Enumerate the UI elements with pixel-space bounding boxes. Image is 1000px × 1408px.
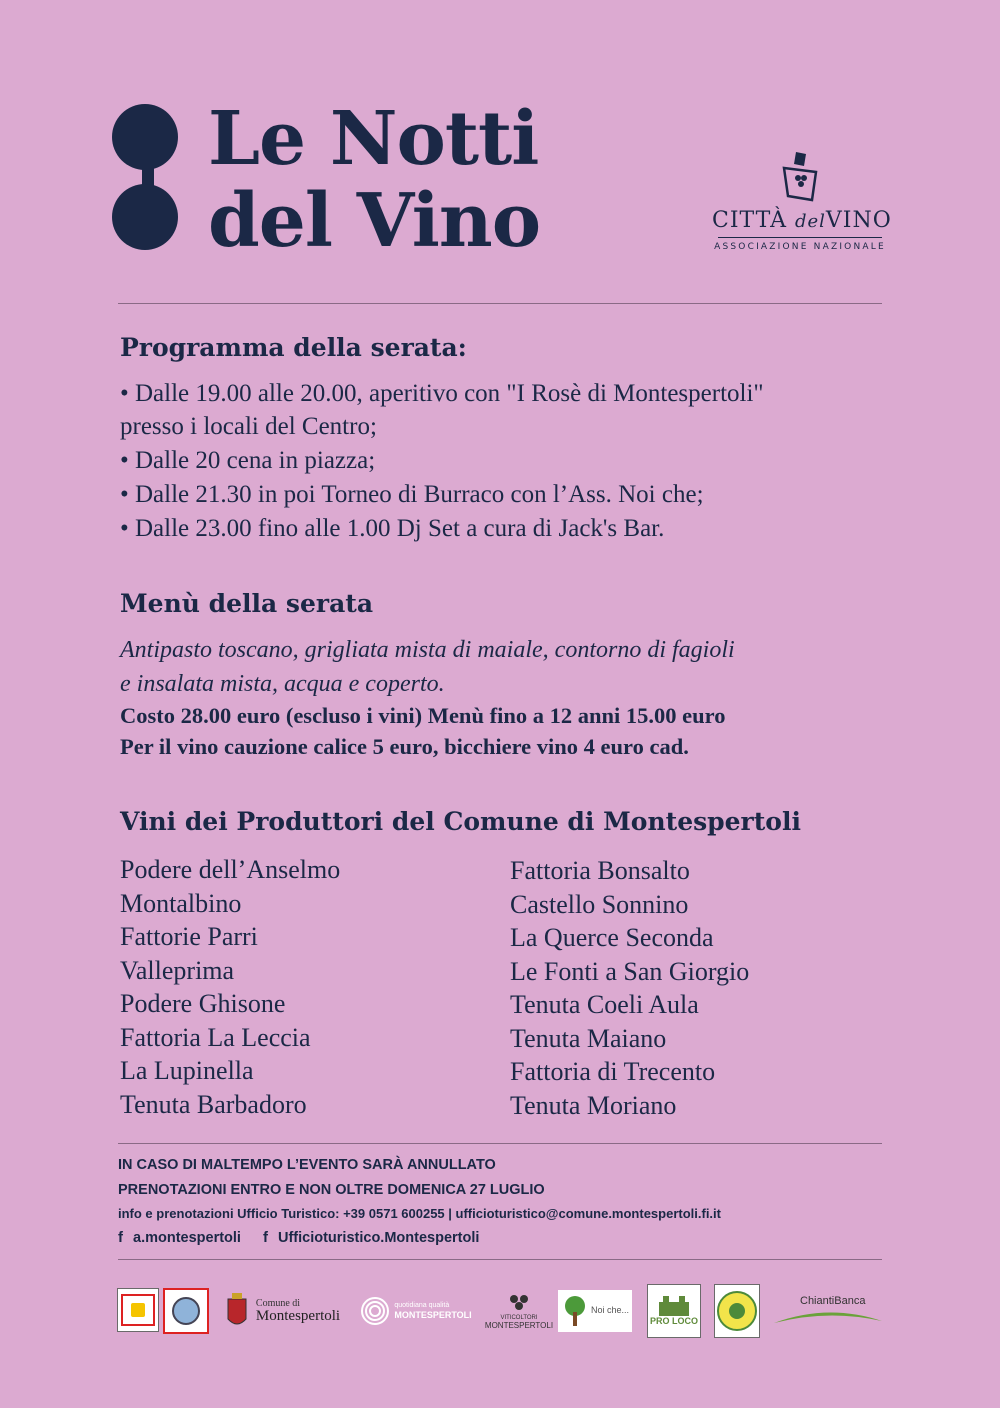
facebook-icon: f [263, 1229, 268, 1246]
coat-of-arms-icon [226, 1291, 248, 1331]
menu-price-line: Per il vino cauzione calice 5 euro, bicchiere vino 4 euro cad. [120, 734, 689, 759]
wine-producer: La Lupinella [120, 1056, 254, 1085]
castle-icon [657, 1296, 691, 1316]
viticoltori-label-small: VITICOLTORI [500, 1315, 538, 1322]
info-line: info e prenotazioni Ufficio Turistico: +39 0571 600255 | ufficioturistico@comune.montespertoli.fi.it [118, 1206, 721, 1221]
viticoltori-logo [484, 1285, 554, 1337]
wine-producer: Tenuta Maiano [510, 1024, 667, 1053]
cdv-subtitle: ASSOCIAZIONE NAZIONALE [714, 242, 886, 252]
chiantibanca-label: ChiantiBanca [800, 1295, 866, 1307]
wine-producer: Fattorie Parri [120, 922, 258, 951]
program-line: presso i locali del Centro; [120, 413, 377, 440]
program-heading: Programma della serata: [120, 333, 467, 362]
program-line: • Dalle 20 cena in piazza; [120, 447, 376, 474]
wine-producer: Fattoria Bonsalto [510, 856, 690, 885]
noi-che-label: Noi che... [590, 1305, 630, 1316]
quotidiana-qualita-logo [356, 1285, 476, 1337]
footer-divider-bottom [118, 1259, 882, 1260]
event-title-line1: Le Notti [208, 96, 539, 182]
header-divider [118, 303, 882, 304]
cdv-name-b: del [794, 211, 826, 232]
comune-label-small: Comune di [255, 1297, 301, 1309]
fingerprint-icon [360, 1293, 390, 1329]
program-line: • Dalle 21.30 in poi Torneo di Burraco con l’Ass. Noi che; [120, 481, 704, 508]
tree-icon [561, 1294, 589, 1328]
program-line: • Dalle 19.00 alle 20.00, aperitivo con "I Rosè di Montespertoli" [120, 380, 764, 407]
event-title-line2: del Vino [208, 178, 541, 264]
chiantibanca-logo [770, 1285, 886, 1337]
sponsor-logo-2 [163, 1288, 209, 1334]
menu-description-line: e insalata mista, acqua e coperto. [120, 671, 445, 697]
logo-dot-bottom [112, 184, 178, 250]
sponsor-logo-1 [117, 1288, 159, 1332]
cdv-divider [718, 237, 882, 238]
wine-producer: Fattoria di Trecento [510, 1057, 716, 1086]
wine-producer: Tenuta Coeli Aula [510, 990, 699, 1019]
wines-heading: Vini dei Produttori del Comune di Montespertoli [120, 807, 801, 836]
quotidiana-label-small: quotidiana qualità [394, 1302, 450, 1310]
wine-producer: Podere Ghisone [120, 989, 286, 1018]
facebook-icon: f [118, 1229, 123, 1246]
wine-producer: Podere dell’Anselmo [120, 855, 341, 884]
pro-loco-logo [647, 1284, 701, 1338]
menu-description-line: Antipasto toscano, grigliata mista di maiale, contorno di fagioli [120, 637, 735, 663]
quotidiana-label-big: MONTESPERTOLI [394, 1309, 472, 1320]
footer-divider-top [118, 1143, 882, 1144]
menu-heading: Menù della serata [120, 589, 374, 618]
wine-producer: Castello Sonnino [510, 890, 689, 919]
comune-montespertoli-logo [218, 1285, 348, 1337]
cdv-name-c: VINO [825, 208, 892, 233]
association-badge-logo [714, 1284, 760, 1338]
social-link-comune[interactable]: a.montespertoli [133, 1230, 241, 1246]
wine-producer: Montalbino [120, 889, 242, 918]
viticoltori-label-big: MONTESPERTOLI [484, 1320, 554, 1330]
social-link-ufficio[interactable]: Ufficioturistico.Montespertoli [278, 1230, 480, 1246]
wine-press-icon [778, 150, 824, 204]
wine-producer: Fattoria La Leccia [120, 1023, 311, 1052]
comune-label-big: Montespertoli [255, 1307, 341, 1324]
wine-producer: Valleprima [120, 956, 235, 985]
booking-notice: PRENOTAZIONI ENTRO E NON OLTRE DOMENICA 27 LUGLIO [118, 1182, 545, 1198]
program-line: • Dalle 23.00 fino alle 1.00 Dj Set a cura di Jack's Bar. [120, 515, 665, 542]
grapes-icon [504, 1291, 534, 1315]
pro-loco-label: PRO LOCO [649, 1316, 698, 1326]
wine-producer: Le Fonti a San Giorgio [510, 957, 750, 986]
wine-producer: Tenuta Barbadoro [120, 1090, 307, 1119]
menu-price-line: Costo 28.00 euro (escluso i vini) Menù fino a 12 anni 15.00 euro [120, 703, 726, 728]
social-links [118, 1229, 479, 1246]
wine-producer: Tenuta Moriano [510, 1091, 677, 1120]
wine-producer: La Querce Seconda [510, 923, 714, 952]
weather-notice: IN CASO DI MALTEMPO L’EVENTO SARÀ ANNULLATO [118, 1157, 496, 1173]
cdv-name-a: CITTÀ [712, 208, 787, 233]
swoosh-icon [770, 1307, 886, 1327]
noi-che-logo [558, 1290, 632, 1332]
